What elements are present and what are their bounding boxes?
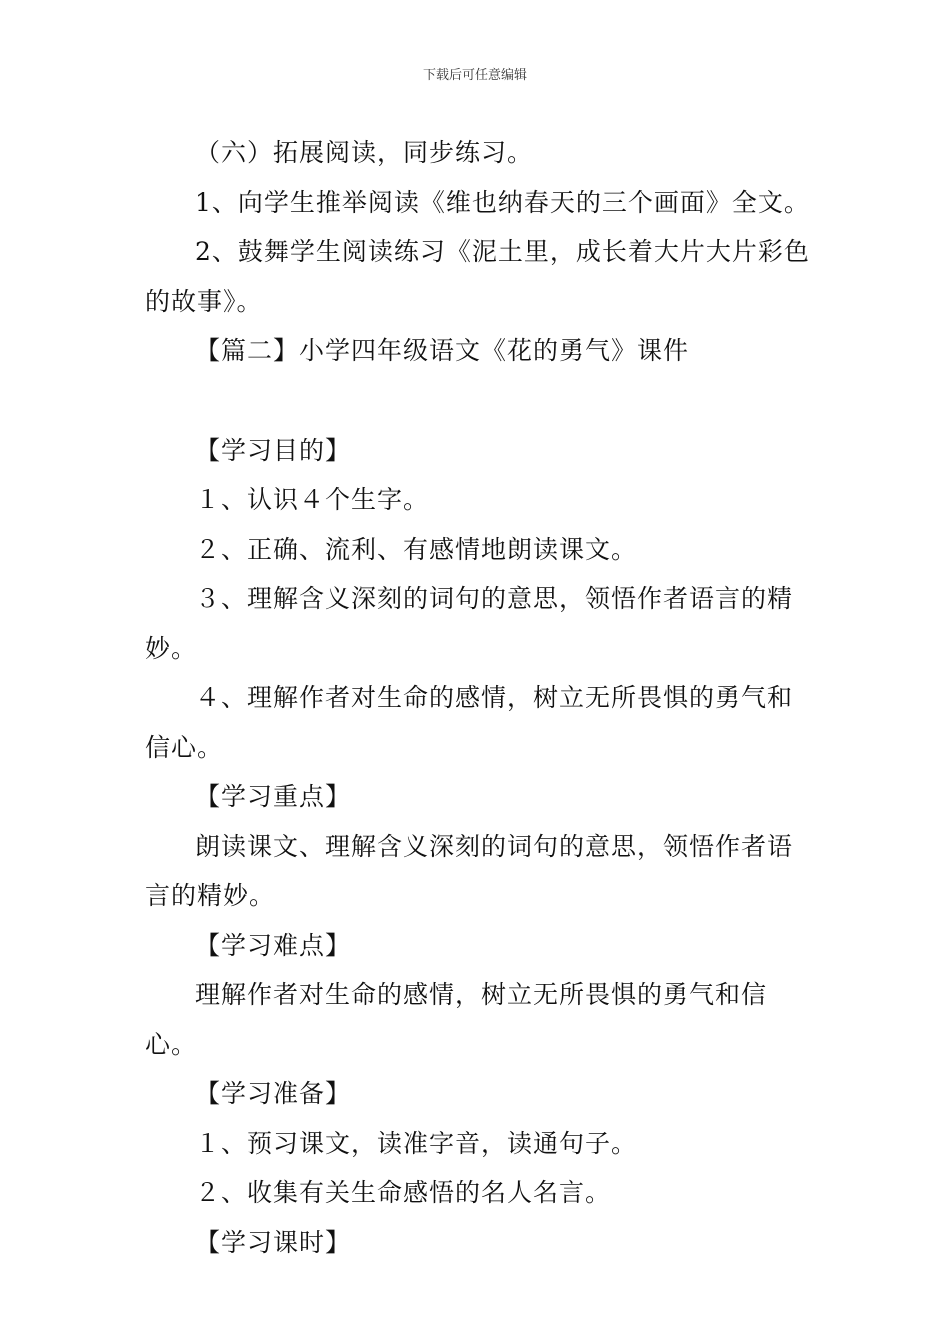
list-item-recommend-reading: 1、向学生推举阅读《维也纳春天的三个画面》全文。: [195, 187, 810, 217]
difficulties-text: 理解作者对生命的感情，树立无所畏惧的勇气和信心。: [145, 980, 768, 1059]
document-body: [145, 128, 810, 1267]
preparation-item-2: ２、收集有关生命感悟的名人名言。: [195, 1178, 612, 1207]
section-heading-preparation: 【学习准备】: [195, 1079, 352, 1108]
section-heading-extended-reading: （六）拓展阅读，同步练习。: [195, 138, 534, 167]
objective-item-3: ３、理解含义深刻的词句的意思，领悟作者语言的精妙。: [145, 584, 794, 663]
section-heading-objectives: 【学习目的】: [195, 435, 352, 465]
key-points-text: 朗读课文、理解含义深刻的词句的意思，领悟作者语言的精妙。: [145, 831, 794, 910]
blank-line: [145, 376, 810, 426]
objective-item-2: ２、正确、流利、有感情地朗读课文。: [195, 534, 638, 564]
objective-item-4: ４、理解作者对生命的感情，树立无所畏惧的勇气和信心。: [145, 683, 794, 762]
list-item-encourage-practice: 2、鼓舞学生阅读练习《泥土里，成长着大片大片彩色的故事》。: [145, 237, 810, 316]
section-heading-key-points: 【学习重点】: [195, 782, 352, 811]
page-header-note: 下载后可任意编辑: [422, 68, 527, 83]
objective-item-1: １、认识４个生字。: [195, 485, 430, 514]
chapter-title: 【篇二】小学四年级语文《花的勇气》课件: [195, 336, 690, 365]
section-heading-class-hours: 【学习课时】: [195, 1227, 352, 1257]
preparation-item-1: １、预习课文，读准字音，读通句子。: [195, 1128, 638, 1158]
section-heading-difficulties: 【学习难点】: [195, 930, 352, 960]
